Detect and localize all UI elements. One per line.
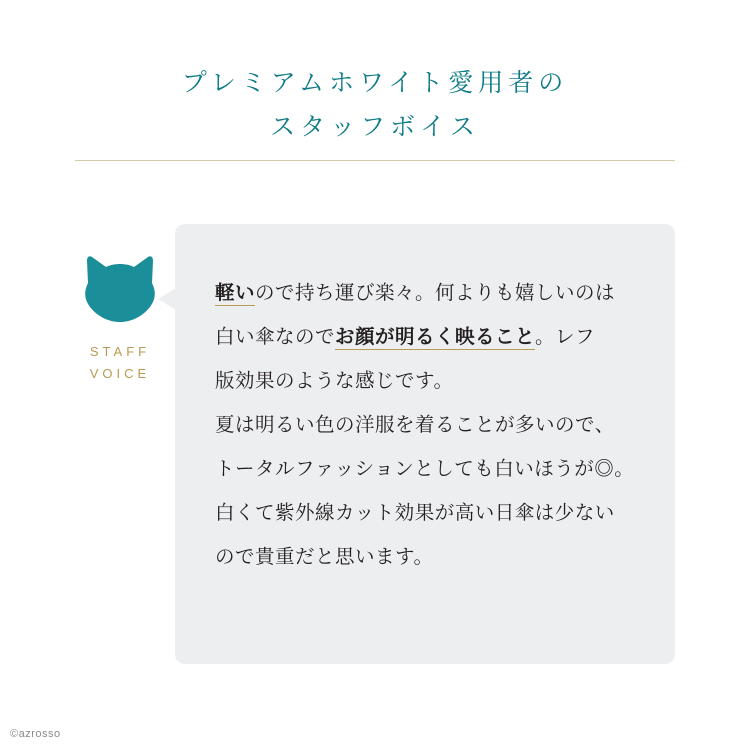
testimonial-span: 夏は明るい色の洋服を着ることが多いので、 bbox=[215, 415, 615, 436]
copyright-credit: ©azrosso bbox=[10, 728, 61, 740]
testimonial-text bbox=[215, 272, 665, 580]
testimonial-line bbox=[215, 536, 665, 580]
staff-voice-label bbox=[60, 341, 180, 385]
testimonial-line bbox=[215, 448, 665, 492]
testimonial-emphasis: お顔が明るく映ること bbox=[335, 327, 536, 348]
testimonial-span: ので持ち運び楽々。何よりも嬉しいのは bbox=[255, 283, 616, 304]
testimonial-span: 。レフ bbox=[535, 327, 596, 348]
testimonial-span: 白い傘なので bbox=[215, 327, 336, 348]
page-title-line-1: プレミアムホワイト愛用者の bbox=[181, 70, 569, 97]
staff-voice-label-line-1: STAFF bbox=[89, 344, 151, 359]
testimonial-span: 版効果のような感じです。 bbox=[215, 371, 454, 392]
testimonial-span: 白くて紫外線カット効果が高い日傘は少ない bbox=[215, 503, 615, 524]
testimonial-line bbox=[215, 404, 665, 448]
testimonial-line bbox=[215, 360, 665, 404]
title-divider bbox=[75, 160, 675, 161]
testimonial-line bbox=[215, 492, 665, 536]
page-title bbox=[0, 62, 750, 150]
page-title-line-2: スタッフボイス bbox=[270, 114, 480, 141]
testimonial-bubble-tail bbox=[158, 288, 176, 310]
testimonial-line bbox=[215, 316, 665, 360]
staff-voice-label-line-2: VOICE bbox=[89, 366, 151, 381]
cat-head-icon bbox=[82, 255, 158, 323]
testimonial-span: トータルファッションとしても白いほうが◎。 bbox=[215, 459, 635, 480]
testimonial-line bbox=[215, 272, 665, 316]
testimonial-emphasis: 軽い bbox=[215, 283, 256, 304]
staff-voice-badge bbox=[60, 255, 180, 385]
testimonial-span: ので貴重だと思います。 bbox=[215, 547, 434, 568]
